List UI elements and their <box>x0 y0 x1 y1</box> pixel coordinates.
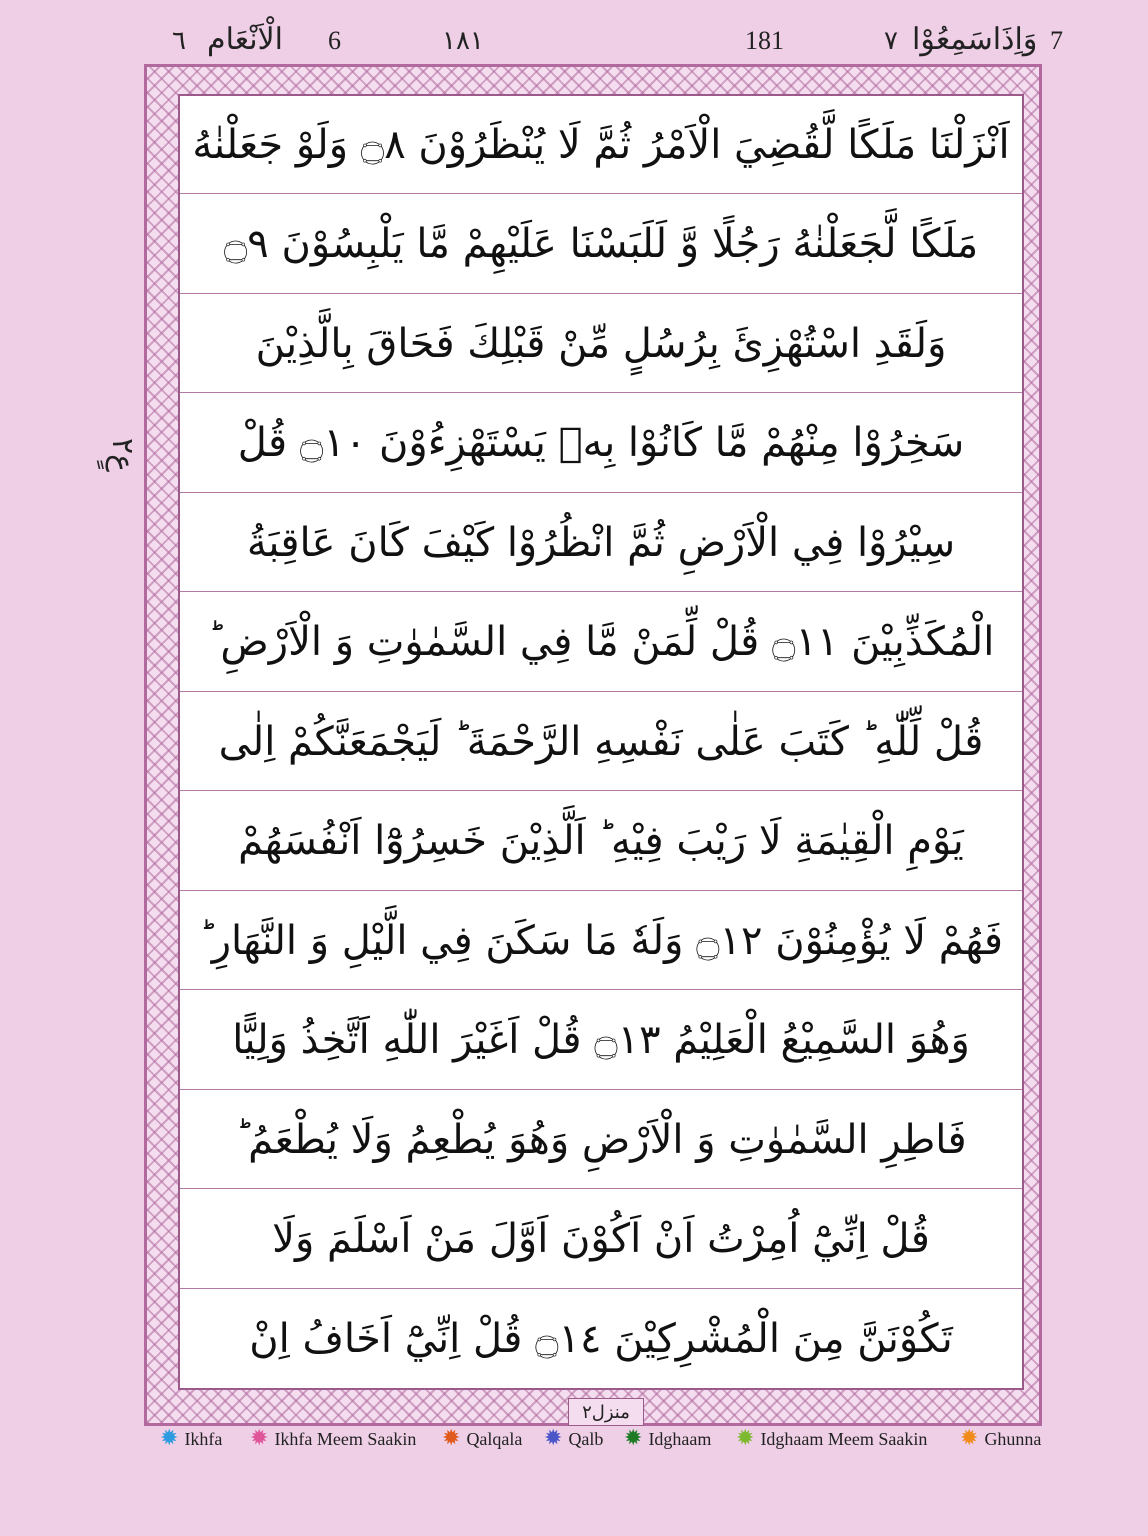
surah-number-arabic: ٦ <box>172 26 186 56</box>
text-line: سِيْرُوْا فِي الْاَرْضِ ثُمَّ انْظُرُوْا كَيْفَ كَانَ عَاقِبَةُ <box>180 494 1022 592</box>
text-line: مَلَكًا لَّجَعَلْنٰهُ رَجُلًا وَّ لَلَبَسْنَا عَلَيْهِمْ مَّا يَلْبِسُوْنَ ۝٩ <box>180 196 1022 294</box>
legend-item-qalqala: ✹ Qalqala <box>442 1426 523 1451</box>
star-icon: ✹ <box>160 1426 179 1451</box>
star-icon: ✹ <box>960 1426 979 1451</box>
text-line: فَاطِرِ السَّمٰوٰتِ وَ الْاَرْضِ وَهُوَ يُطْعِمُ وَلَا يُطْعَمُ ؕ <box>180 1091 1022 1189</box>
para-number-arabic: ٧ <box>884 26 898 56</box>
para-name: وَاِذَاسَمِعُوْا <box>912 22 1038 57</box>
legend-item-ghunna: ✹ Ghunna <box>960 1426 1042 1451</box>
legend-item-ikhfa: ✹ Ikhfa <box>160 1426 223 1451</box>
star-icon: ✹ <box>250 1426 269 1451</box>
page-number: 181 <box>745 26 784 55</box>
text-line: الْمُكَذِّبِيْنَ ۝١١ قُلْ لِّمَنْ مَّا فِي السَّمٰوٰتِ وَ الْاَرْضِ ؕ <box>180 594 1022 692</box>
page-header <box>0 22 1148 66</box>
para-number: 7 <box>1050 26 1063 55</box>
text-line: يَوْمِ الْقِيٰمَةِ لَا رَيْبَ فِيْهِ ؕ اَلَّذِيْنَ خَسِرُوْٓا اَنْفُسَهُمْ <box>180 793 1022 891</box>
legend-item-idghaam-meem-saakin: ✹ Idghaam Meem Saakin <box>736 1426 928 1451</box>
text-line: وَلَقَدِ اسْتُهْزِئَ بِرُسُلٍ مِّنْ قَبْلِكَ فَحَاقَ بِالَّذِيْنَ <box>180 295 1022 393</box>
text-panel <box>178 94 1024 1390</box>
tajweed-legend <box>160 1428 1060 1454</box>
text-line: قُلْ اِنِّيْٓ اُمِرْتُ اَنْ اَكُوْنَ اَوَّلَ مَنْ اَسْلَمَ وَلَا <box>180 1191 1022 1289</box>
text-line: سَخِرُوْا مِنْهُمْ مَّا كَانُوْا بِهٖ يَسْتَهْزِءُوْنَ ۝١٠ قُلْ <box>180 395 1022 493</box>
ruku-marker: عٍ٢ <box>105 437 140 473</box>
legend-item-ikhfa-meem-saakin: ✹ Ikhfa Meem Saakin <box>250 1426 417 1451</box>
legend-item-idghaam: ✹ Idghaam <box>624 1426 712 1451</box>
surah-name: الْاَنْعَام <box>207 22 283 57</box>
star-icon: ✹ <box>442 1426 461 1451</box>
star-icon: ✹ <box>624 1426 643 1451</box>
text-line: تَكُوْنَنَّ مِنَ الْمُشْرِكِيْنَ ۝١٤ قُلْ اِنِّيْٓ اَخَافُ اِنْ <box>249 1316 953 1362</box>
page-number-arabic: ١٨١ <box>442 26 484 56</box>
text-line: وَهُوَ السَّمِيْعُ الْعَلِيْمُ ۝١٣ قُلْ اَغَيْرَ اللّٰهِ اَتَّخِذُ وَلِيًّا <box>180 992 1022 1090</box>
text-line: اَنْزَلْنَا مَلَكًا لَّقُضِيَ الْاَمْرُ ثُمَّ لَا يُنْظَرُوْنَ ۝٨ وَلَوْ جَعَلْنٰهُ <box>180 96 1022 194</box>
legend-item-qalb: ✹ Qalb <box>544 1426 604 1451</box>
surah-number: 6 <box>328 26 341 55</box>
star-icon: ✹ <box>544 1426 563 1451</box>
star-icon: ✹ <box>736 1426 755 1451</box>
text-line: فَهُمْ لَا يُؤْمِنُوْنَ ۝١٢ وَلَهٗ مَا سَكَنَ فِي الَّيْلِ وَ النَّهَارِ ؕ <box>180 892 1022 990</box>
text-line: قُلْ لِّلّٰهِ ؕ كَتَبَ عَلٰى نَفْسِهِ الرَّحْمَةَ ؕ لَيَجْمَعَنَّكُمْ اِلٰى <box>180 693 1022 791</box>
manzil-label: منزل٢ <box>568 1398 644 1426</box>
